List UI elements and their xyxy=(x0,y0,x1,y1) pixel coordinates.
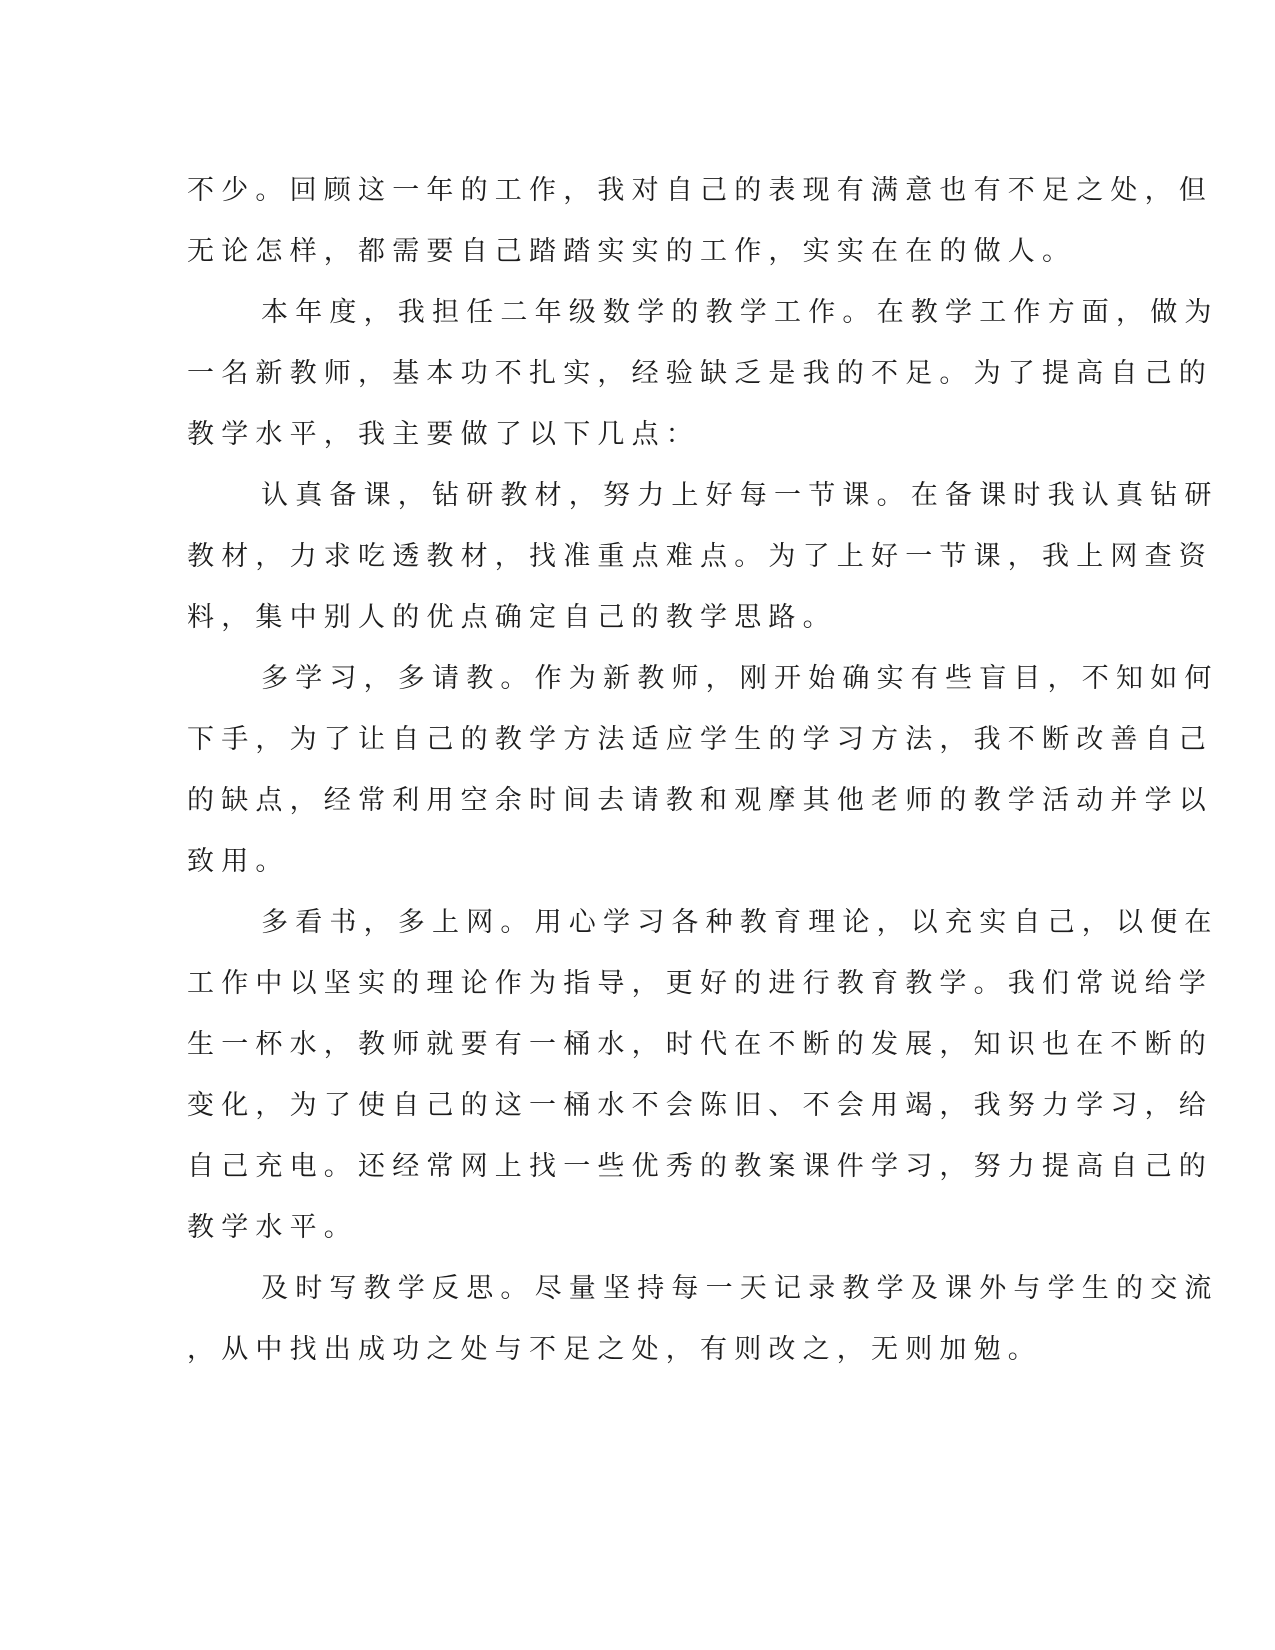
paragraph-6-line-1: 及时写教学反思。尽量坚持每一天记录教学及课外与学生的交流 xyxy=(261,1273,1219,1304)
paragraph-2-line-1: 本年度，我担任二年级数学的教学工作。在教学工作方面，做为 xyxy=(261,297,1219,328)
paragraph-4-line-3: 的缺点，经常利用空余时间去请教和观摩其他老师的教学活动并学以 xyxy=(187,785,1213,816)
paragraph-5-line-2: 工作中以坚实的理论作为指导，更好的进行教育教学。我们常说给学 xyxy=(187,968,1213,999)
paragraph-1-line-2: 无论怎样，都需要自己踏踏实实的工作，实实在在的做人。 xyxy=(187,236,1077,267)
paragraph-5-line-3: 生一杯水，教师就要有一桶水，时代在不断的发展，知识也在不断的 xyxy=(187,1029,1213,1060)
paragraph-3-line-1: 认真备课，钻研教材，努力上好每一节课。在备课时我认真钻研 xyxy=(261,480,1219,511)
paragraph-5-line-6: 教学水平。 xyxy=(187,1212,358,1243)
document-body xyxy=(187,160,1219,1380)
paragraph-3-line-2: 教材，力求吃透教材，找准重点难点。为了上好一节课，我上网查资 xyxy=(187,541,1213,572)
paragraph-6-line-2: ，从中找出成功之处与不足之处，有则改之，无则加勉。 xyxy=(187,1334,1042,1365)
paragraph-5-line-1: 多看书，多上网。用心学习各种教育理论，以充实自己，以便在 xyxy=(261,907,1219,938)
paragraph-3-line-3: 料，集中别人的优点确定自己的教学思路。 xyxy=(187,602,837,633)
paragraph-2-line-3: 教学水平，我主要做了以下几点： xyxy=(187,419,700,450)
paragraph-5-line-4: 变化，为了使自己的这一桶水不会陈旧、不会用竭，我努力学习，给 xyxy=(187,1090,1213,1121)
paragraph-4-line-4: 致用。 xyxy=(187,846,290,877)
paragraph-2-line-2: 一名新教师，基本功不扎实，经验缺乏是我的不足。为了提高自己的 xyxy=(187,358,1213,389)
paragraph-4-line-2: 下手，为了让自己的教学方法适应学生的学习方法，我不断改善自己 xyxy=(187,724,1213,755)
paragraph-5-line-5: 自己充电。还经常网上找一些优秀的教案课件学习，努力提高自己的 xyxy=(187,1151,1213,1182)
paragraph-4-line-1: 多学习，多请教。作为新教师，刚开始确实有些盲目，不知如何 xyxy=(261,663,1219,694)
paragraph-1-line-1: 不少。回顾这一年的工作，我对自己的表现有满意也有不足之处，但 xyxy=(187,175,1213,206)
